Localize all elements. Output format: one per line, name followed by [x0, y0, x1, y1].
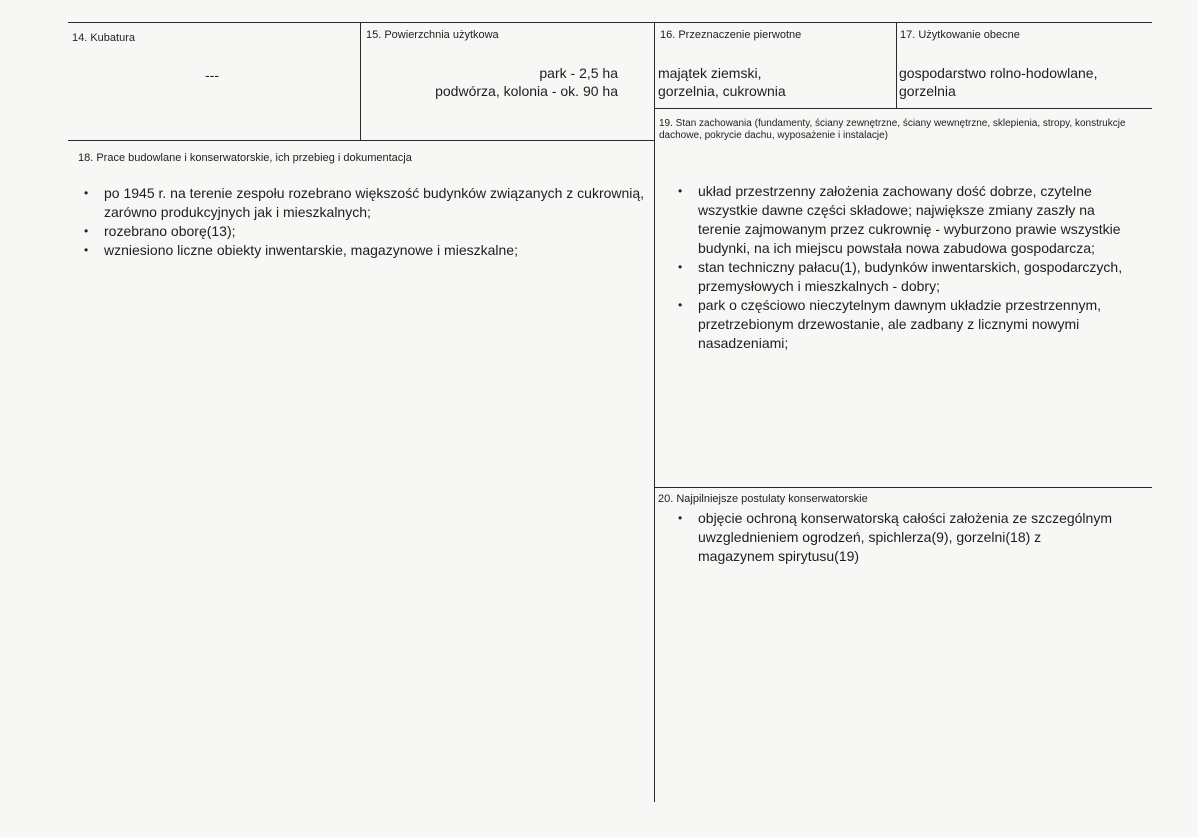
field-18-item-2: • rozebrano oborę(13); [80, 222, 650, 241]
divider-16-17 [896, 22, 897, 108]
field-14-label: 14. Kubatura [72, 32, 135, 44]
rule-above-19 [654, 108, 1152, 109]
divider-14-15 [360, 22, 361, 140]
field-15-line-2: podwórza, kolonia - ok. 90 ha [435, 83, 618, 99]
field-19-item-3: • park o częściowo nieczytelnym dawnym układzie przestrzennym, przetrzebionym drzewostanie, ale zadbany z licznymi nowymi nasadzeniami; [674, 296, 1134, 353]
field-19-label: 19. Stan zachowania (fundamenty, ściany zewnętrzne, ściany wewnętrzne, sklepienia, stropy, konstrukcje dachowe, pokrycie dachu, wyposażenie i instalacje) [659, 118, 1126, 141]
field-20-list [674, 509, 1114, 566]
field-16-line-1: majątek ziemski, [658, 65, 762, 81]
field-16-value [658, 64, 786, 100]
field-20-label: 20. Najpilniejsze postulaty konserwatorskie [658, 493, 868, 505]
divider-15-16 [654, 22, 655, 802]
field-15-value [364, 64, 618, 100]
field-20-item-1: • objęcie ochroną konserwatorską całości założenia ze szczególnym uwzglednieniem ogrodzeń, spichlerza(9), gorzelni(18) z magazynem spirytusu(19) [674, 509, 1114, 566]
field-18-list [80, 184, 650, 260]
field-17-label: 17. Użytkowanie obecne [900, 29, 1020, 41]
field-18-item-3: • wzniesiono liczne obiekty inwentarskie, magazynowe i mieszkalne; [80, 241, 650, 260]
field-19-item-2: • stan techniczny pałacu(1), budynków inwentarskich, gospodarczych, przemysłowych i mieszkalnych - dobry; [674, 258, 1134, 296]
field-17-value [899, 64, 1097, 100]
field-16-line-2: gorzelnia, cukrownia [658, 83, 786, 99]
top-rule [68, 22, 1152, 23]
field-19-list [674, 182, 1134, 353]
rule-above-18 [68, 140, 654, 141]
field-19-item-1: • układ przestrzenny założenia zachowany dość dobrze, czytelne wszystkie dawne części składowe; największe zmiany zaszły na terenie zajmowanym przez cukrownię - wyburzono prawie wszystkie budynki, na ich miejscu powstała nowa zabudowa gospodarcza; [674, 182, 1134, 258]
field-14-value: --- [205, 67, 219, 83]
field-16-label: 16. Przeznaczenie pierwotne [660, 29, 802, 41]
field-18-item-1: • po 1945 r. na terenie zespołu rozebrano większość budynków związanych z cukrownią, zarówno produkcyjnych jak i mieszkalnych; [80, 184, 650, 222]
field-18-label: 18. Prace budowlane i konserwatorskie, ich przebieg i dokumentacja [78, 152, 412, 164]
field-15-line-1: park - 2,5 ha [539, 65, 618, 81]
field-17-line-1: gospodarstwo rolno-hodowlane, [899, 65, 1098, 81]
rule-above-20 [654, 487, 1152, 488]
field-17-line-2: gorzelnia [899, 83, 956, 99]
field-15-label: 15. Powierzchnia użytkowa [366, 29, 499, 41]
